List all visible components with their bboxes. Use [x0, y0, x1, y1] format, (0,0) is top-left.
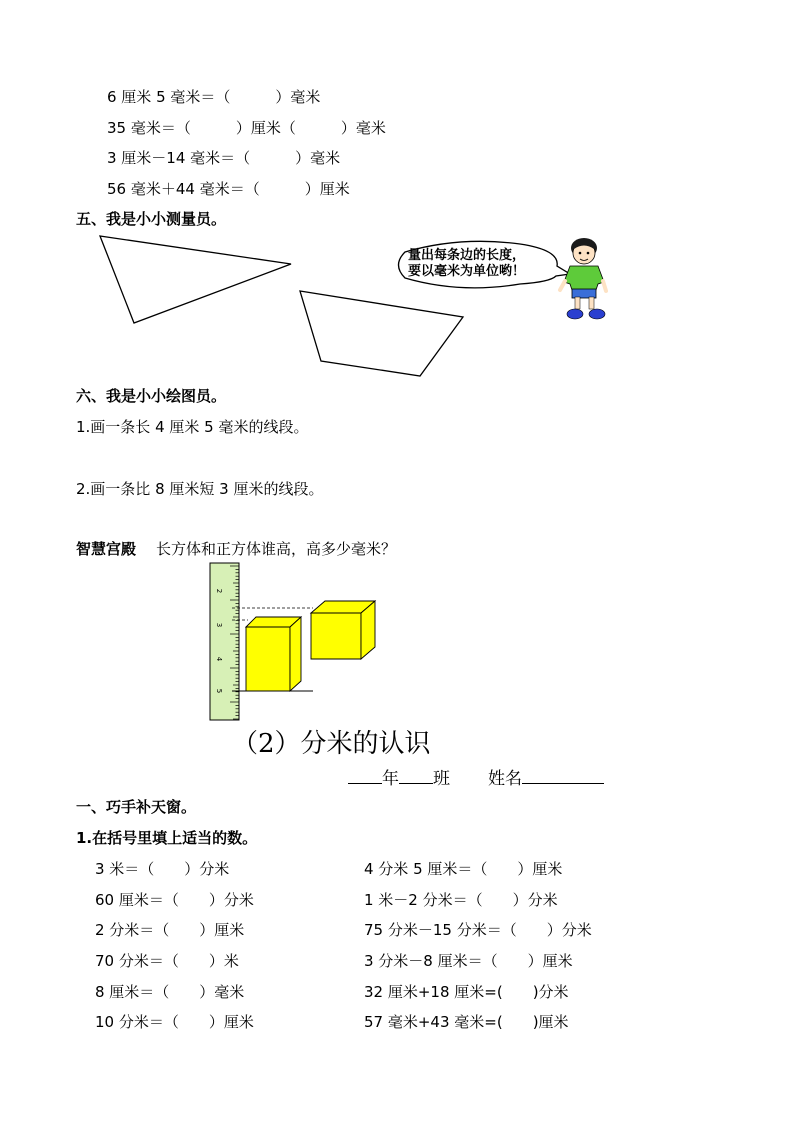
page-title: （2）分米的认识 — [232, 729, 431, 759]
exercise-line: 3 厘米－14 毫米＝（ ）毫米 — [107, 149, 341, 167]
section1-heading: 一、巧手补天窗。 — [76, 798, 197, 816]
ruler-mark: 5 — [215, 688, 224, 694]
exercise-line: 6 厘米 5 毫米＝（ ）毫米 — [107, 88, 321, 106]
fill-item-left: 60 厘米＝（ ）分米 — [95, 891, 254, 909]
speech-line-2: 要以毫米为单位哟！ — [408, 264, 526, 279]
fill-item-left: 10 分米＝（ ）厘米 — [95, 1013, 254, 1031]
fill-item-left: 2 分米＝（ ）厘米 — [95, 921, 245, 939]
fill-item-left: 8 厘米＝（ ）毫米 — [95, 983, 245, 1001]
section5-heading: 五、我是小小测量员。 — [76, 210, 227, 228]
ruler-mark: 3 — [215, 622, 224, 628]
ruler-mark: 4 — [215, 656, 224, 662]
speech-line-1: 量出每条边的长度， — [408, 248, 526, 263]
drawing-task-1: 1.画一条长 4 厘米 5 毫米的线段。 — [76, 418, 309, 436]
wisdom-question: 长方体和正方体谁高，高多少毫米？ — [156, 540, 397, 558]
speech-text — [408, 248, 525, 280]
class-label: 班 — [433, 769, 450, 789]
triangle-shape — [100, 236, 291, 323]
sub1-heading: 1.在括号里填上适当的数。 — [76, 829, 258, 847]
class-blank[interactable] — [399, 767, 433, 784]
fill-item-right: 4 分米 5 厘米＝（ ）厘米 — [364, 860, 563, 878]
section6-heading: 六、我是小小绘图员。 — [76, 387, 227, 405]
fill-item-right: 3 分米－8 厘米＝（ ）厘米 — [364, 952, 573, 970]
student-info-line — [348, 764, 604, 789]
wisdom-label: 智慧宫殿 — [76, 540, 137, 558]
exercise-line: 35 毫米＝（ ）厘米（ ）毫米 — [107, 119, 386, 137]
cuboid-shape — [246, 617, 301, 691]
fill-item-right: 32 厘米+18 厘米=( )分米 — [364, 983, 569, 1001]
year-label: 年 — [382, 769, 399, 789]
drawing-task-2: 2.画一条比 8 厘米短 3 厘米的线段。 — [76, 480, 324, 498]
fill-item-left: 70 分米＝（ ）米 — [95, 952, 239, 970]
exercise-line: 56 毫米＋44 毫米＝（ ）厘米 — [107, 180, 350, 198]
fill-item-left: 3 米＝（ ）分米 — [95, 860, 230, 878]
name-blank[interactable] — [522, 767, 604, 784]
ruler-mark: 2 — [215, 588, 224, 594]
year-blank[interactable] — [348, 767, 382, 784]
fill-item-right: 1 米－2 分米＝（ ）分米 — [364, 891, 558, 909]
fill-item-right: 57 毫米+43 毫米=( )厘米 — [364, 1013, 569, 1031]
boy-illustration — [560, 238, 606, 319]
quadrilateral-shape — [300, 291, 463, 376]
name-label: 姓名 — [488, 769, 522, 789]
fill-item-right: 75 分米－15 分米＝（ ）分米 — [364, 921, 592, 939]
cube-shape — [311, 601, 375, 659]
ruler-illustration — [210, 563, 239, 720]
